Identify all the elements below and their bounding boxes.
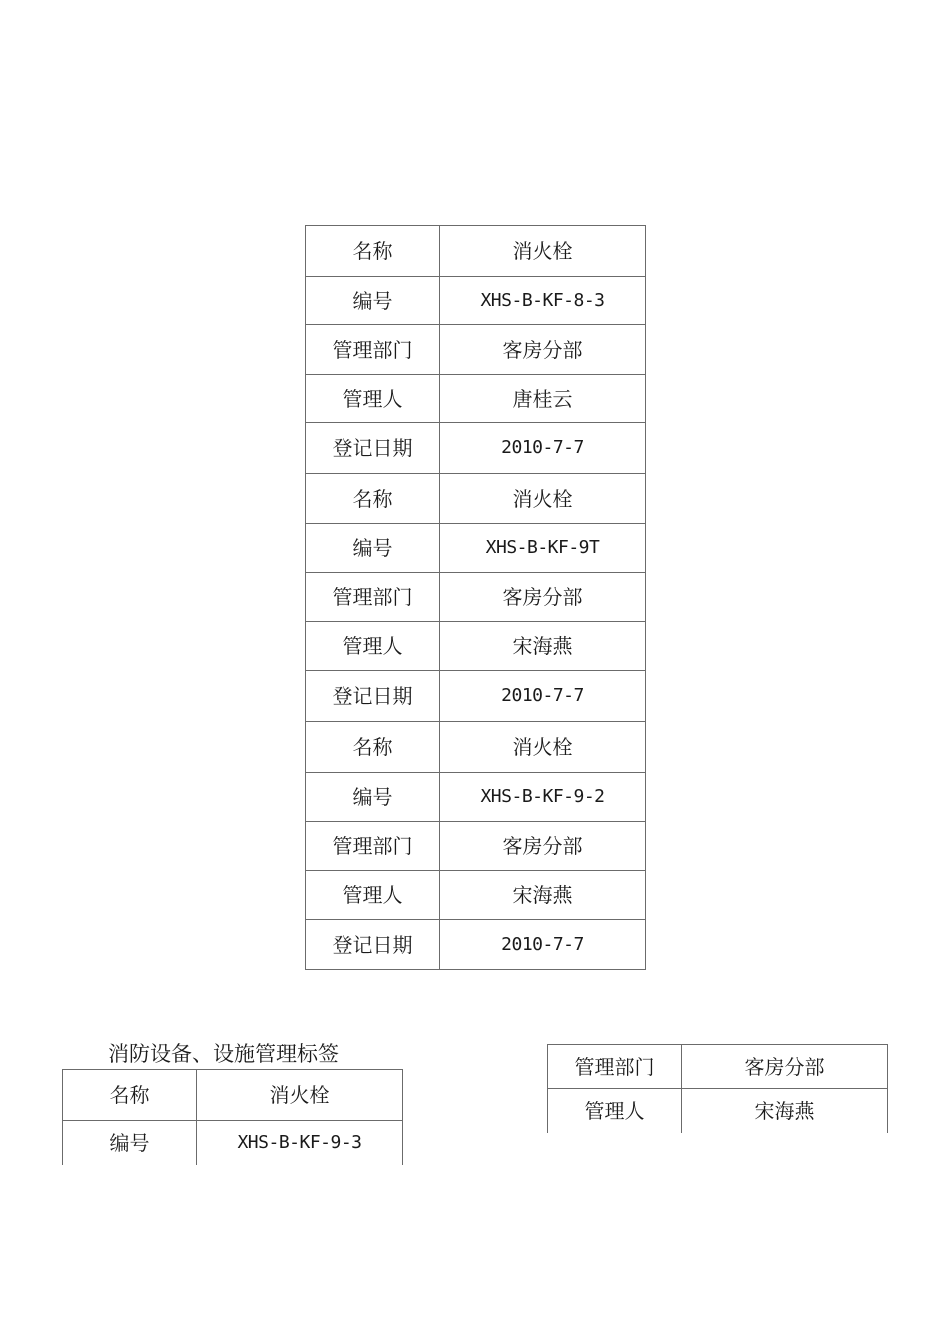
- name-value: 消火栓: [440, 226, 646, 277]
- table-row: [306, 277, 646, 325]
- date-value: 2010-7-7: [440, 423, 646, 474]
- manager-value: 宋海燕: [440, 622, 646, 671]
- dept-label: 管理部门: [306, 822, 440, 871]
- code-label: 编号: [63, 1121, 197, 1165]
- code-label: 编号: [306, 277, 440, 325]
- manager-label: 管理人: [306, 375, 440, 423]
- table-row: [306, 524, 646, 573]
- code-value: XHS-B-KF-9-2: [440, 773, 646, 822]
- code-value: XHS-B-KF-9-3: [197, 1121, 403, 1165]
- manager-value: 唐桂云: [440, 375, 646, 423]
- manager-value: 宋海燕: [682, 1089, 888, 1133]
- table-row: [306, 423, 646, 474]
- date-value: 2010-7-7: [440, 671, 646, 722]
- name-value: 消火栓: [440, 722, 646, 773]
- bottom-left-label-table: [62, 1069, 403, 1165]
- manager-label: 管理人: [306, 871, 440, 920]
- dept-value: 客房分部: [682, 1045, 888, 1089]
- name-value: 消火栓: [440, 474, 646, 524]
- code-value: XHS-B-KF-9T: [440, 524, 646, 573]
- code-label: 编号: [306, 773, 440, 822]
- table-row: [306, 773, 646, 822]
- bottom-right-label-table: [547, 1044, 888, 1133]
- table-row: [306, 474, 646, 524]
- date-label: 登记日期: [306, 920, 440, 970]
- name-label: 名称: [306, 474, 440, 524]
- date-label: 登记日期: [306, 671, 440, 722]
- table-row: [306, 671, 646, 722]
- table-row: [306, 622, 646, 671]
- table-row: [63, 1070, 403, 1121]
- code-value: XHS-B-KF-8-3: [440, 277, 646, 325]
- name-label: 名称: [306, 722, 440, 773]
- table-row: [306, 871, 646, 920]
- dept-label: 管理部门: [306, 325, 440, 375]
- dept-value: 客房分部: [440, 325, 646, 375]
- manager-label: 管理人: [548, 1089, 682, 1133]
- dept-label: 管理部门: [306, 573, 440, 622]
- date-label: 登记日期: [306, 423, 440, 474]
- label-caption: 消防设备、设施管理标签: [108, 1042, 339, 1066]
- manager-label: 管理人: [306, 622, 440, 671]
- name-label: 名称: [306, 226, 440, 277]
- name-value: 消火栓: [197, 1070, 403, 1121]
- table-row: [548, 1045, 888, 1089]
- equipment-label-table: [305, 225, 646, 970]
- table-row: [306, 325, 646, 375]
- dept-label: 管理部门: [548, 1045, 682, 1089]
- table-row: [306, 375, 646, 423]
- table-row: [306, 722, 646, 773]
- table-row: [63, 1121, 403, 1165]
- name-label: 名称: [63, 1070, 197, 1121]
- dept-value: 客房分部: [440, 822, 646, 871]
- manager-value: 宋海燕: [440, 871, 646, 920]
- code-label: 编号: [306, 524, 440, 573]
- table-row: [306, 822, 646, 871]
- table-row: [306, 573, 646, 622]
- table-row: [548, 1089, 888, 1133]
- date-value: 2010-7-7: [440, 920, 646, 970]
- table-row: [306, 920, 646, 970]
- dept-value: 客房分部: [440, 573, 646, 622]
- table-row: [306, 226, 646, 277]
